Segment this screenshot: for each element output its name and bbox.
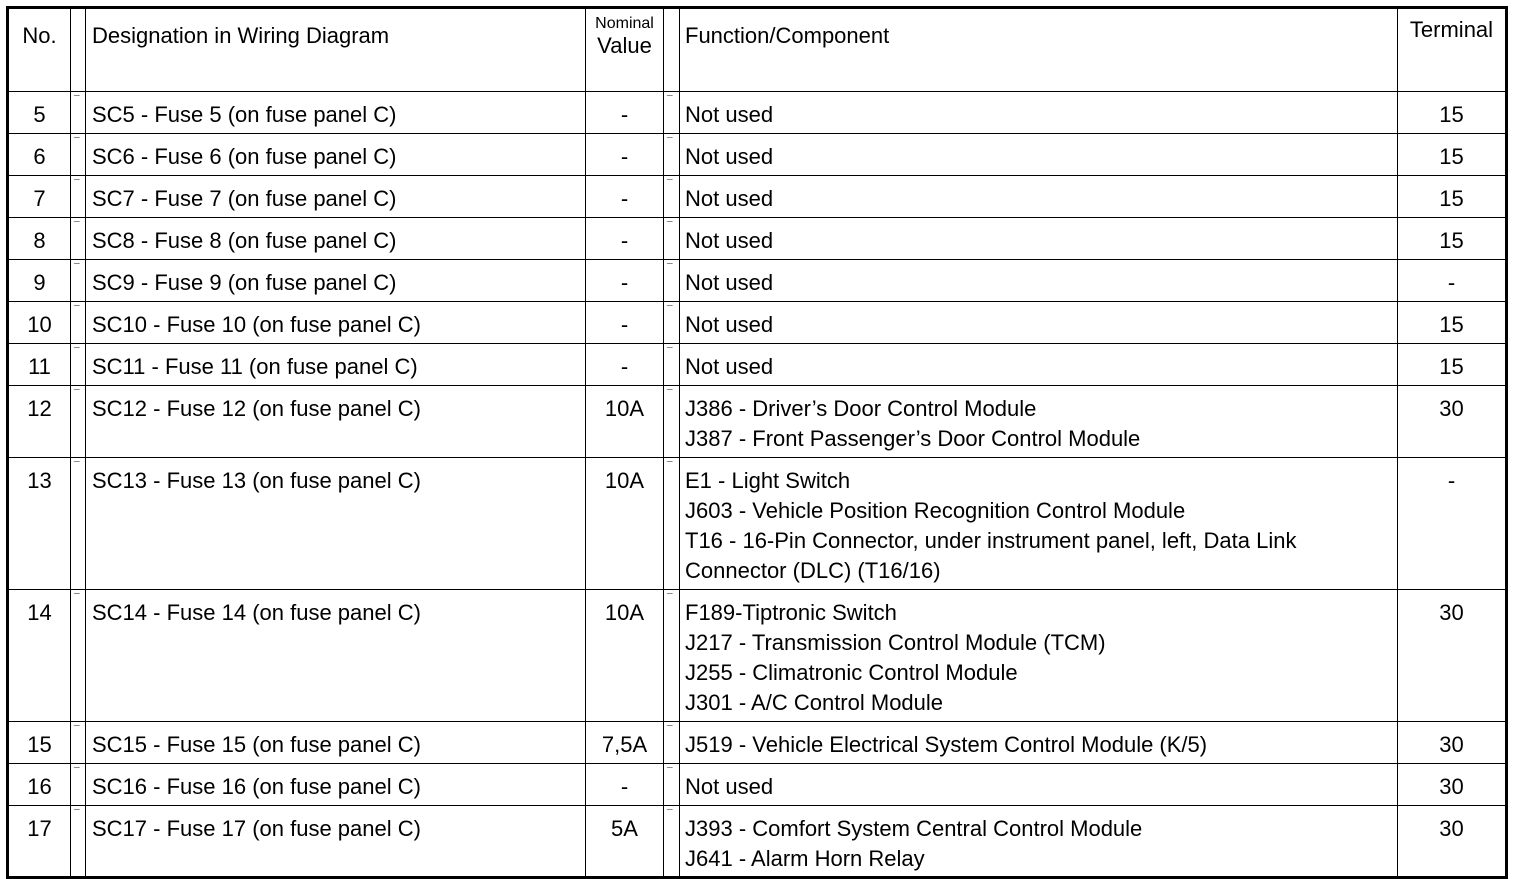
tick-mark: ¯ (667, 263, 673, 274)
table-row (8, 92, 1507, 134)
header-nominal-bottom: Value (597, 33, 652, 58)
cell-spacer-2 (664, 302, 680, 344)
table-row (8, 134, 1507, 176)
function-line: J393 - Comfort System Central Control Module (685, 816, 1143, 841)
function-line: Not used (685, 186, 774, 211)
cell-no: 6 (8, 134, 71, 176)
tick-mark: ¯ (74, 725, 80, 736)
cell-designation: SC10 - Fuse 10 (on fuse panel C) (86, 302, 586, 344)
cell-no: 8 (8, 218, 71, 260)
cell-spacer-2 (664, 458, 680, 590)
cell-terminal: - (1398, 458, 1507, 590)
cell-designation: SC11 - Fuse 11 (on fuse panel C) (86, 344, 586, 386)
tick-mark: ¯ (667, 95, 673, 106)
cell-function (680, 176, 1398, 218)
function-line: Connector (DLC) (T16/16) (685, 558, 941, 583)
cell-terminal: 30 (1398, 386, 1507, 458)
cell-no: 7 (8, 176, 71, 218)
cell-function (680, 92, 1398, 134)
cell-function (680, 134, 1398, 176)
cell-spacer-1 (71, 92, 86, 134)
cell-nominal-value: - (586, 344, 664, 386)
function-line: Not used (685, 102, 774, 127)
cell-spacer-2 (664, 806, 680, 878)
tick-mark: ¯ (74, 137, 80, 148)
function-line: T16 - 16-Pin Connector, under instrument panel, left, Data Link (685, 528, 1297, 553)
cell-designation: SC14 - Fuse 14 (on fuse panel C) (86, 590, 586, 722)
function-line: J255 - Climatronic Control Module (685, 660, 1018, 685)
table-row (8, 218, 1507, 260)
cell-no: 9 (8, 260, 71, 302)
table-body (8, 8, 1507, 878)
cell-no: 11 (8, 344, 71, 386)
cell-spacer-1 (71, 722, 86, 764)
cell-function (680, 458, 1398, 590)
cell-nominal-value: 5A (586, 806, 664, 878)
cell-terminal: 30 (1398, 806, 1507, 878)
header-spacer-1 (71, 8, 86, 92)
tick-mark: ¯ (667, 725, 673, 736)
cell-terminal: 30 (1398, 722, 1507, 764)
cell-spacer-1 (71, 458, 86, 590)
cell-designation: SC15 - Fuse 15 (on fuse panel C) (86, 722, 586, 764)
cell-nominal-value: 10A (586, 458, 664, 590)
cell-spacer-2 (664, 344, 680, 386)
cell-spacer-1 (71, 344, 86, 386)
cell-spacer-2 (664, 590, 680, 722)
table-row (8, 386, 1507, 458)
cell-function (680, 764, 1398, 806)
header-terminal: Terminal (1398, 8, 1507, 92)
cell-no: 10 (8, 302, 71, 344)
cell-function (680, 302, 1398, 344)
tick-mark: ¯ (667, 461, 673, 472)
cell-nominal-value: - (586, 134, 664, 176)
cell-no: 5 (8, 92, 71, 134)
cell-terminal: 15 (1398, 92, 1507, 134)
tick-mark: ¯ (667, 221, 673, 232)
table-row (8, 458, 1507, 590)
cell-spacer-2 (664, 386, 680, 458)
function-line: J519 - Vehicle Electrical System Control Module (K/5) (685, 732, 1208, 757)
function-line: F189-Tiptronic Switch (685, 600, 897, 625)
table-row (8, 176, 1507, 218)
cell-designation: SC7 - Fuse 7 (on fuse panel C) (86, 176, 586, 218)
cell-designation: SC13 - Fuse 13 (on fuse panel C) (86, 458, 586, 590)
cell-spacer-1 (71, 260, 86, 302)
function-line: J386 - Driver’s Door Control Module (685, 396, 1037, 421)
cell-spacer-1 (71, 176, 86, 218)
table-row (8, 302, 1507, 344)
cell-terminal: 15 (1398, 134, 1507, 176)
tick-mark: ¯ (74, 389, 80, 400)
cell-function (680, 590, 1398, 722)
cell-designation: SC12 - Fuse 12 (on fuse panel C) (86, 386, 586, 458)
cell-spacer-2 (664, 260, 680, 302)
tick-mark: ¯ (74, 767, 80, 778)
cell-function (680, 344, 1398, 386)
cell-spacer-1 (71, 302, 86, 344)
tick-mark: ¯ (74, 347, 80, 358)
cell-function (680, 218, 1398, 260)
cell-nominal-value: - (586, 176, 664, 218)
header-spacer-2 (664, 8, 680, 92)
cell-spacer-2 (664, 92, 680, 134)
tick-mark: ¯ (74, 263, 80, 274)
table-row (8, 260, 1507, 302)
cell-spacer-2 (664, 764, 680, 806)
function-line: Not used (685, 774, 774, 799)
cell-spacer-2 (664, 218, 680, 260)
cell-no: 14 (8, 590, 71, 722)
cell-designation: SC6 - Fuse 6 (on fuse panel C) (86, 134, 586, 176)
cell-no: 16 (8, 764, 71, 806)
cell-designation: SC17 - Fuse 17 (on fuse panel C) (86, 806, 586, 878)
function-line: J301 - A/C Control Module (685, 690, 944, 715)
tick-mark: ¯ (667, 389, 673, 400)
table-row (8, 764, 1507, 806)
cell-designation: SC16 - Fuse 16 (on fuse panel C) (86, 764, 586, 806)
cell-terminal: 15 (1398, 302, 1507, 344)
cell-nominal-value: - (586, 302, 664, 344)
cell-no: 12 (8, 386, 71, 458)
tick-mark: ¯ (667, 809, 673, 820)
header-no: No. (8, 8, 71, 92)
cell-designation: SC8 - Fuse 8 (on fuse panel C) (86, 218, 586, 260)
cell-spacer-2 (664, 722, 680, 764)
cell-nominal-value: - (586, 92, 664, 134)
tick-mark: ¯ (74, 593, 80, 604)
cell-terminal: - (1398, 260, 1507, 302)
cell-nominal-value: - (586, 260, 664, 302)
function-line: J603 - Vehicle Position Recognition Control Module (685, 498, 1186, 523)
cell-spacer-1 (71, 218, 86, 260)
cell-spacer-1 (71, 806, 86, 878)
table-row (8, 806, 1507, 878)
cell-function (680, 722, 1398, 764)
function-line: J217 - Transmission Control Module (TCM) (685, 630, 1106, 655)
tick-mark: ¯ (667, 305, 673, 316)
tick-mark: ¯ (74, 809, 80, 820)
cell-terminal: 15 (1398, 218, 1507, 260)
tick-mark: ¯ (667, 767, 673, 778)
function-line: Not used (685, 228, 774, 253)
cell-function (680, 806, 1398, 878)
cell-spacer-2 (664, 176, 680, 218)
header-nominal-value (586, 8, 664, 92)
tick-mark: ¯ (667, 593, 673, 604)
table-row (8, 344, 1507, 386)
function-line: Not used (685, 144, 774, 169)
tick-mark: ¯ (74, 179, 80, 190)
cell-function (680, 260, 1398, 302)
function-line: Not used (685, 270, 774, 295)
cell-spacer-2 (664, 134, 680, 176)
cell-no: 13 (8, 458, 71, 590)
cell-spacer-1 (71, 590, 86, 722)
cell-spacer-1 (71, 764, 86, 806)
function-line: Not used (685, 312, 774, 337)
tick-mark: ¯ (74, 95, 80, 106)
tick-mark: ¯ (74, 305, 80, 316)
table-row (8, 590, 1507, 722)
header-row (8, 8, 1507, 92)
tick-mark: ¯ (667, 137, 673, 148)
cell-nominal-value: 10A (586, 386, 664, 458)
header-designation: Designation in Wiring Diagram (86, 8, 586, 92)
cell-nominal-value: - (586, 218, 664, 260)
header-function: Function/Component (680, 8, 1398, 92)
tick-mark: ¯ (74, 221, 80, 232)
cell-terminal: 15 (1398, 344, 1507, 386)
cell-spacer-1 (71, 386, 86, 458)
function-line: Not used (685, 354, 774, 379)
cell-terminal: 30 (1398, 590, 1507, 722)
function-line: E1 - Light Switch (685, 468, 851, 493)
cell-nominal-value: - (586, 764, 664, 806)
tick-mark: ¯ (667, 179, 673, 190)
cell-designation: SC9 - Fuse 9 (on fuse panel C) (86, 260, 586, 302)
cell-nominal-value: 10A (586, 590, 664, 722)
cell-terminal: 30 (1398, 764, 1507, 806)
function-line: J641 - Alarm Horn Relay (685, 846, 925, 871)
cell-no: 15 (8, 722, 71, 764)
cell-terminal: 15 (1398, 176, 1507, 218)
tick-mark: ¯ (667, 347, 673, 358)
cell-designation: SC5 - Fuse 5 (on fuse panel C) (86, 92, 586, 134)
tick-mark: ¯ (74, 461, 80, 472)
cell-nominal-value: 7,5A (586, 722, 664, 764)
cell-spacer-1 (71, 134, 86, 176)
cell-no: 17 (8, 806, 71, 878)
fuse-table (6, 6, 1508, 879)
function-line: J387 - Front Passenger’s Door Control Module (685, 426, 1141, 451)
cell-function (680, 386, 1398, 458)
header-nominal-top: Nominal (595, 15, 654, 32)
table-row (8, 722, 1507, 764)
